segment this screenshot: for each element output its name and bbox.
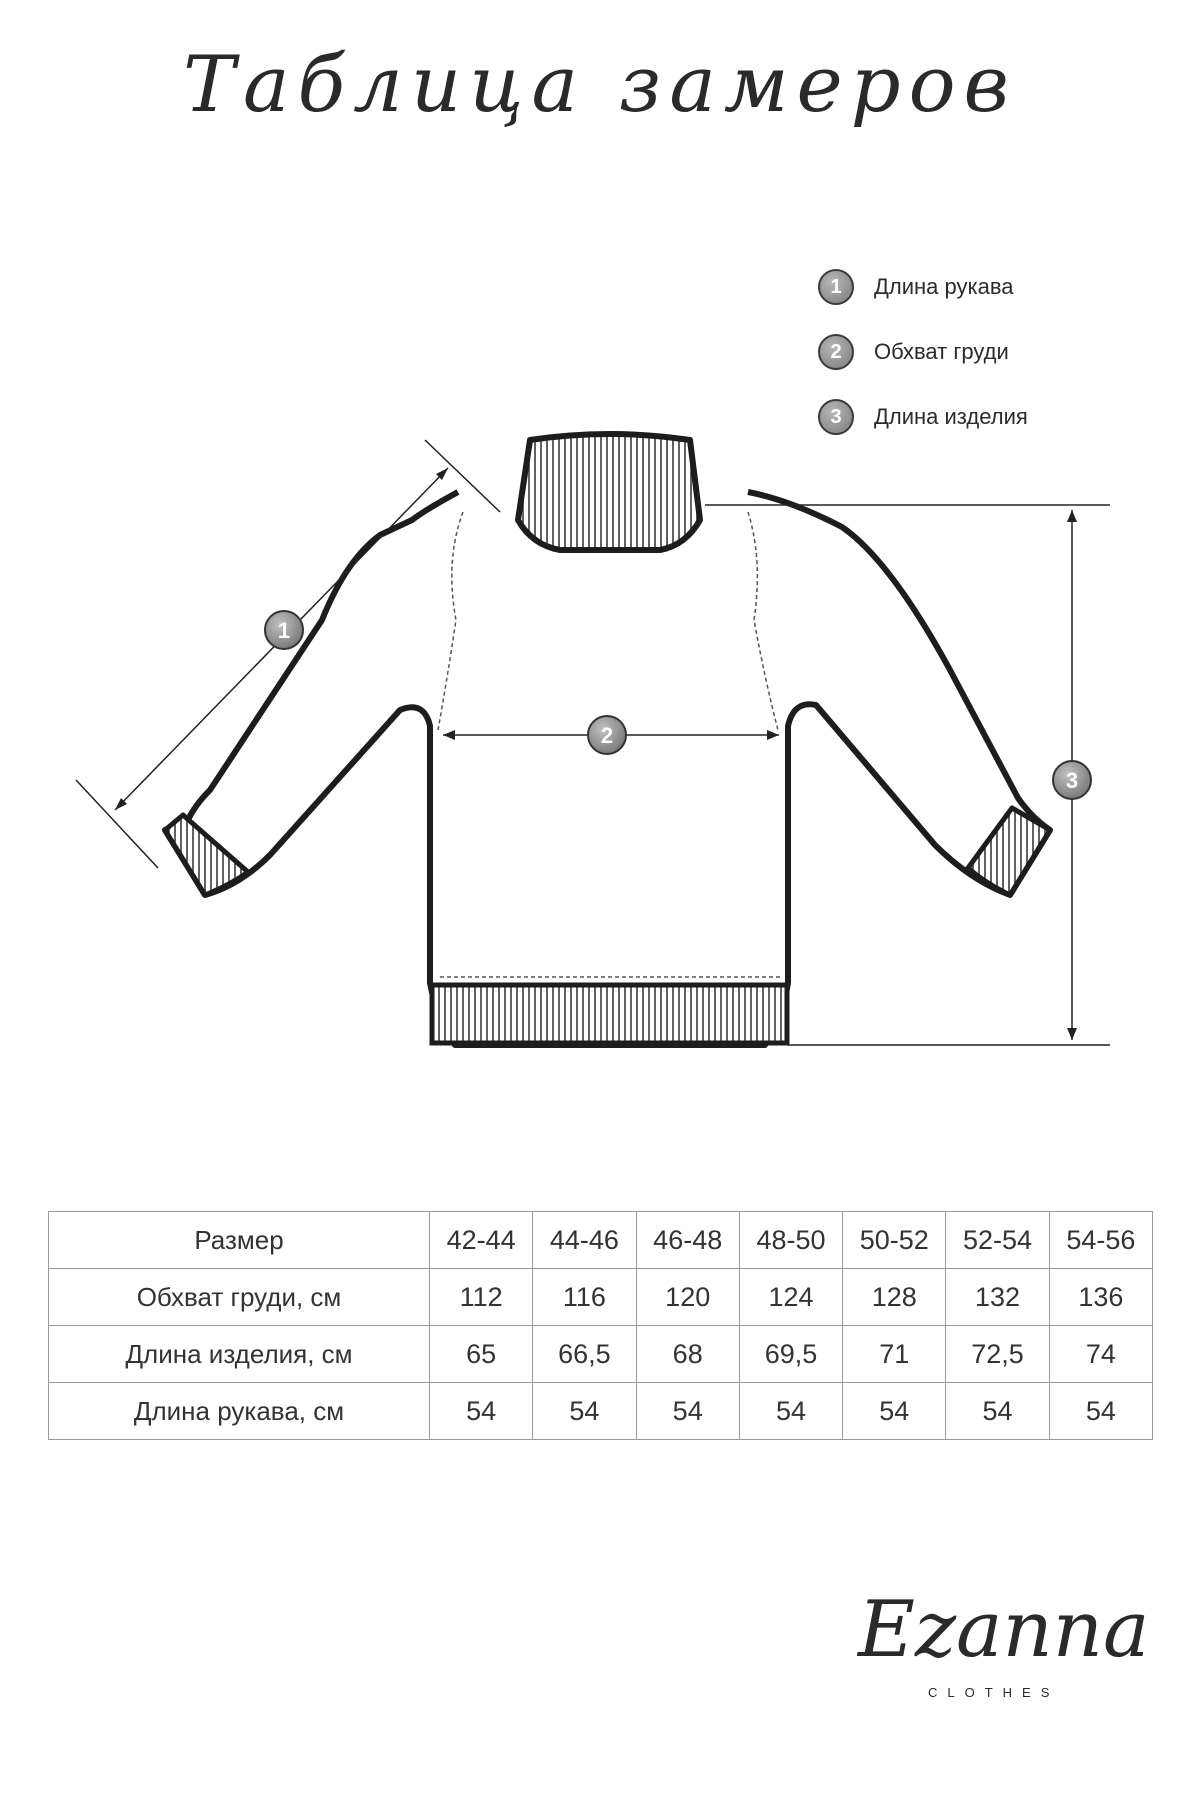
table-cell: 46-48 <box>636 1212 739 1269</box>
brand-name: Ezanna <box>858 1585 1150 1675</box>
sleeve-guide-bottom <box>76 780 158 868</box>
table-cell: 54-56 <box>1049 1212 1152 1269</box>
table-row <box>49 1326 1153 1383</box>
legend-badge-3: 3 <box>818 399 854 435</box>
legend-label-sleeve-length: Длина рукава <box>874 274 1014 299</box>
raglan-seam-left <box>438 512 463 730</box>
table-cell: 65 <box>430 1326 533 1383</box>
legend-label-garment-length: Длина изделия <box>874 404 1028 429</box>
brand-logo <box>858 1585 1150 1725</box>
table-row-label: Длина рукава, см <box>49 1383 430 1440</box>
marker-2 <box>588 716 626 754</box>
raglan-seam-right <box>748 512 778 730</box>
marker-1-label: 1 <box>277 618 291 643</box>
table-cell: 54 <box>533 1383 636 1440</box>
length-arrow-head-bottom <box>1067 1028 1077 1040</box>
chest-arrow-head-right <box>767 730 779 740</box>
marker-3 <box>1053 761 1091 799</box>
legend-label-chest: Обхват груди <box>874 339 1009 364</box>
table-cell: 128 <box>843 1269 946 1326</box>
turtleneck-collar <box>518 434 700 550</box>
table-cell: 52-54 <box>946 1212 1049 1269</box>
table-cell: 44-46 <box>533 1212 636 1269</box>
table-row <box>49 1269 1153 1326</box>
legend-badge-1: 1 <box>818 269 854 305</box>
table-cell: 54 <box>430 1383 533 1440</box>
table-row <box>49 1383 1153 1440</box>
table-cell: 66,5 <box>533 1326 636 1383</box>
table-cell: 124 <box>739 1269 842 1326</box>
sweater-diagram <box>0 400 1200 1100</box>
legend-badge-2: 2 <box>818 334 854 370</box>
table-cell: 69,5 <box>739 1326 842 1383</box>
length-arrow-head-top <box>1067 510 1077 522</box>
table-cell: 74 <box>1049 1326 1152 1383</box>
table-cell: 136 <box>1049 1269 1152 1326</box>
table-cell: 54 <box>843 1383 946 1440</box>
table-row-label: Обхват груди, см <box>49 1269 430 1326</box>
brand-subtitle: CLOTHES <box>928 1685 1060 1700</box>
marker-2-label: 2 <box>600 723 614 748</box>
table-cell: 72,5 <box>946 1326 1049 1383</box>
table-cell: 54 <box>1049 1383 1152 1440</box>
table-cell: 68 <box>636 1326 739 1383</box>
size-table <box>48 1211 1153 1440</box>
table-row-label: Длина изделия, см <box>49 1326 430 1383</box>
table-cell: 42-44 <box>430 1212 533 1269</box>
table-cell: 54 <box>636 1383 739 1440</box>
table-cell: 112 <box>430 1269 533 1326</box>
table-header-row <box>49 1212 1153 1269</box>
legend-item-sleeve-length <box>818 268 1028 306</box>
table-header-label: Размер <box>49 1212 430 1269</box>
table-cell: 120 <box>636 1269 739 1326</box>
marker-1 <box>265 611 303 649</box>
hem-band <box>432 985 787 1043</box>
marker-3-label: 3 <box>1065 768 1079 793</box>
table-cell: 71 <box>843 1326 946 1383</box>
table-cell: 48-50 <box>739 1212 842 1269</box>
chest-arrow-head-left <box>443 730 455 740</box>
table-cell: 54 <box>739 1383 842 1440</box>
legend-item-chest <box>818 333 1028 371</box>
sweater-body-outline <box>165 492 1050 1045</box>
table-cell: 50-52 <box>843 1212 946 1269</box>
table-cell: 116 <box>533 1269 636 1326</box>
page-title: Таблица замеров <box>183 40 1017 130</box>
table-cell: 54 <box>946 1383 1049 1440</box>
table-cell: 132 <box>946 1269 1049 1326</box>
left-cuff <box>165 815 248 895</box>
